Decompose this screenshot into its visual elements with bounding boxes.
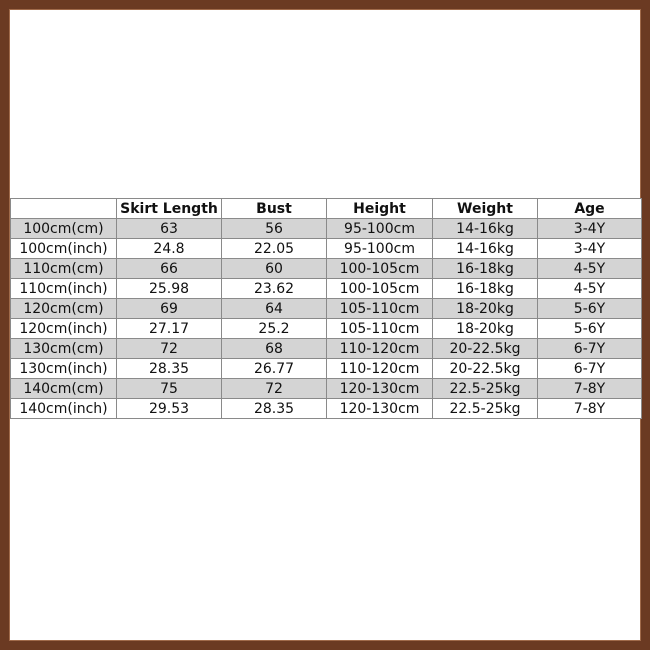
table-cell: 3-4Y xyxy=(538,239,642,259)
table-cell: 60 xyxy=(222,259,327,279)
table-cell: 120cm(inch) xyxy=(11,319,117,339)
table-cell: 105-110cm xyxy=(327,319,433,339)
table-row xyxy=(11,279,642,299)
table-cell: 4-5Y xyxy=(538,279,642,299)
size-chart-table xyxy=(10,198,642,419)
table-cell: 95-100cm xyxy=(327,219,433,239)
table-cell: 28.35 xyxy=(222,399,327,419)
table-cell: 56 xyxy=(222,219,327,239)
table-row xyxy=(11,299,642,319)
table-cell: 75 xyxy=(117,379,222,399)
table-cell: 22.5-25kg xyxy=(433,379,538,399)
table-cell: 16-18kg xyxy=(433,259,538,279)
table-row xyxy=(11,219,642,239)
header-cell-height: Height xyxy=(327,199,433,219)
table-cell: 100cm(inch) xyxy=(11,239,117,259)
header-cell-weight: Weight xyxy=(433,199,538,219)
table-cell: 26.77 xyxy=(222,359,327,379)
table-cell: 95-100cm xyxy=(327,239,433,259)
table-cell: 66 xyxy=(117,259,222,279)
table-cell: 16-18kg xyxy=(433,279,538,299)
table-cell: 7-8Y xyxy=(538,399,642,419)
table-cell: 72 xyxy=(117,339,222,359)
table-cell: 69 xyxy=(117,299,222,319)
header-cell-size xyxy=(11,199,117,219)
table-cell: 68 xyxy=(222,339,327,359)
table-cell: 140cm(inch) xyxy=(11,399,117,419)
table-row xyxy=(11,359,642,379)
table-cell: 5-6Y xyxy=(538,299,642,319)
table-cell: 110-120cm xyxy=(327,359,433,379)
table-row xyxy=(11,319,642,339)
table-row xyxy=(11,239,642,259)
table-cell: 27.17 xyxy=(117,319,222,339)
table-cell: 29.53 xyxy=(117,399,222,419)
table-cell: 130cm(inch) xyxy=(11,359,117,379)
table-cell: 22.05 xyxy=(222,239,327,259)
header-cell-skirt-length: Skirt Length xyxy=(117,199,222,219)
table-cell: 120-130cm xyxy=(327,399,433,419)
table-cell: 110cm(cm) xyxy=(11,259,117,279)
table-cell: 22.5-25kg xyxy=(433,399,538,419)
table-cell: 7-8Y xyxy=(538,379,642,399)
table-cell: 4-5Y xyxy=(538,259,642,279)
table-cell: 105-110cm xyxy=(327,299,433,319)
table-cell: 140cm(cm) xyxy=(11,379,117,399)
table-cell: 25.2 xyxy=(222,319,327,339)
table-row xyxy=(11,339,642,359)
table-cell: 100cm(cm) xyxy=(11,219,117,239)
table-cell: 63 xyxy=(117,219,222,239)
table-cell: 25.98 xyxy=(117,279,222,299)
table-cell: 120-130cm xyxy=(327,379,433,399)
table-cell: 72 xyxy=(222,379,327,399)
table-row xyxy=(11,399,642,419)
table-cell: 130cm(cm) xyxy=(11,339,117,359)
table-cell: 120cm(cm) xyxy=(11,299,117,319)
table-cell: 3-4Y xyxy=(538,219,642,239)
table-cell: 20-22.5kg xyxy=(433,339,538,359)
table-cell: 20-22.5kg xyxy=(433,359,538,379)
table-cell: 6-7Y xyxy=(538,339,642,359)
table-cell: 23.62 xyxy=(222,279,327,299)
table-cell: 110-120cm xyxy=(327,339,433,359)
table-cell: 24.8 xyxy=(117,239,222,259)
header-cell-age: Age xyxy=(538,199,642,219)
table-cell: 14-16kg xyxy=(433,219,538,239)
header-cell-bust: Bust xyxy=(222,199,327,219)
table-cell: 14-16kg xyxy=(433,239,538,259)
table-row xyxy=(11,259,642,279)
table-cell: 6-7Y xyxy=(538,359,642,379)
table-cell: 18-20kg xyxy=(433,299,538,319)
table-cell: 110cm(inch) xyxy=(11,279,117,299)
table-cell: 5-6Y xyxy=(538,319,642,339)
table-cell: 100-105cm xyxy=(327,259,433,279)
table-row xyxy=(11,379,642,399)
table-header-row xyxy=(11,199,642,219)
table-cell: 28.35 xyxy=(117,359,222,379)
table-cell: 64 xyxy=(222,299,327,319)
table-cell: 18-20kg xyxy=(433,319,538,339)
table-cell: 100-105cm xyxy=(327,279,433,299)
